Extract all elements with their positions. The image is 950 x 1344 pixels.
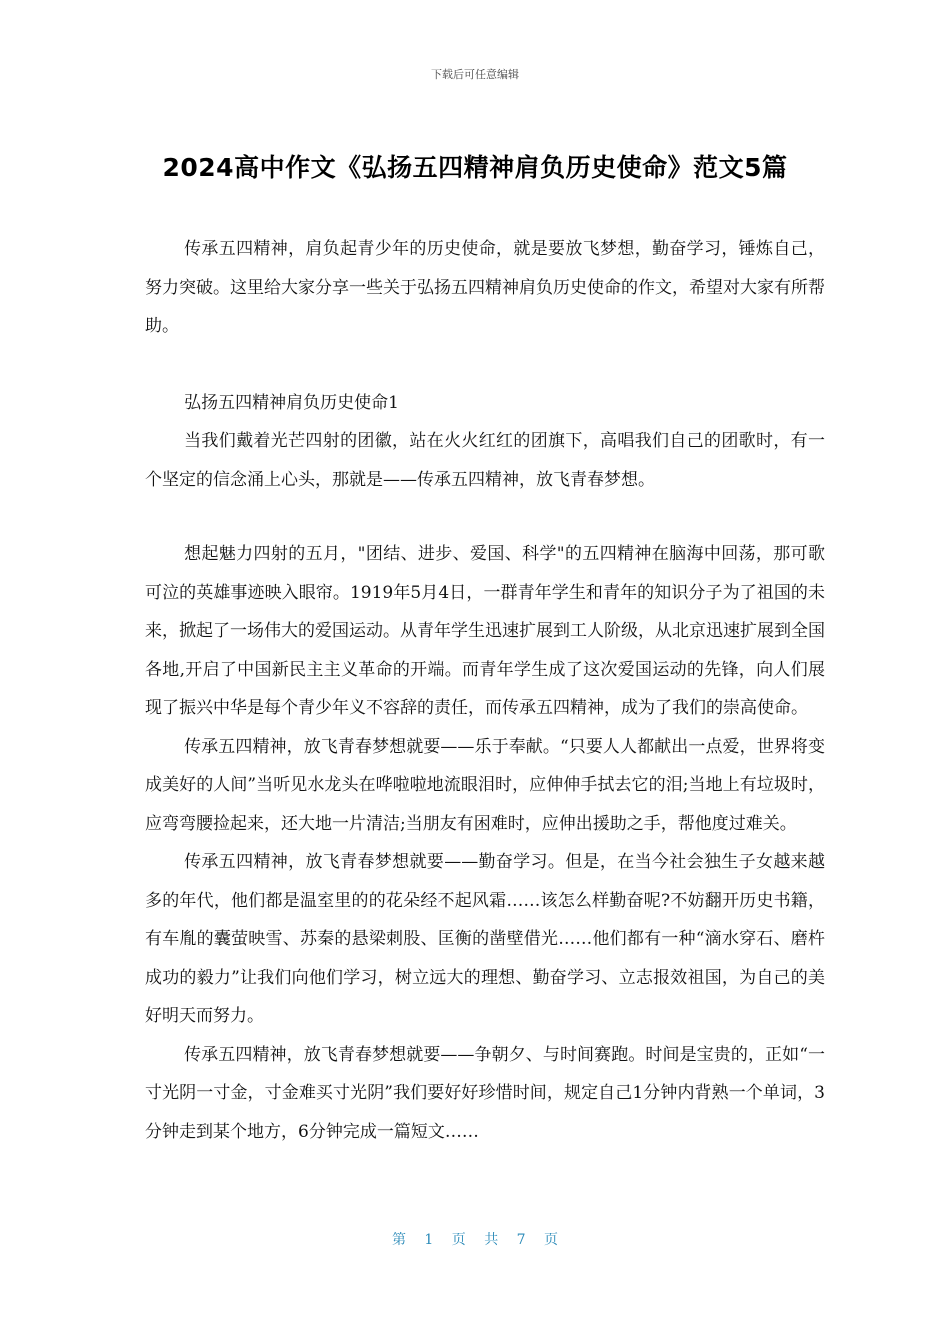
- intro-paragraph: 传承五四精神，肩负起青少年的历史使命，就是要放飞梦想，勤奋学习，锤炼自己，努力突破。这里给大家分享一些关于弘扬五四精神肩负历史使命的作文，希望对大家有所帮助。: [145, 239, 825, 336]
- document-body: [145, 230, 825, 1151]
- section-heading: 弘扬五四精神肩负历史使命1: [184, 392, 399, 413]
- page-indicator: 第 1 页 共 7 页: [391, 1232, 559, 1248]
- body-paragraph-2: 想起魅力四射的五月，"团结、进步、爱国、科学"的五四精神在脑海中回荡，那可歌可泣的英雄事迹映入眼帘。1919年5月4日，一群青年学生和青年的知识分子为了祖国的未来，掀起了一场伟大的爱国运动。从青年学生迅速扩展到工人阶级，从北京迅速扩展到全国各地,开启了中国新民主主义革命的开端。而青年学生成了这次爱国运动的先锋，向人们展现了振兴中华是每个青少年义不容辞的责任，而传承五四精神，成为了我们的崇高使命。: [145, 544, 825, 718]
- header-note: 下载后可任意编辑: [431, 68, 519, 81]
- paragraph-spacer: [145, 499, 825, 535]
- body-paragraph-3: 传承五四精神，放飞青春梦想就要——乐于奉献。“只要人人都献出一点爱，世界将变成美好的人间”当听见水龙头在哗啦啦地流眼泪时，应伸伸手拭去它的泪;当地上有垃圾时，应弯弯腰捡起来，还大地一片清洁;当朋友有困难时，应伸出援助之手，帮他度过难关。: [145, 736, 825, 834]
- document-title: 2024高中作文《弘扬五四精神肩负历史使命》范文5篇: [162, 153, 788, 182]
- paragraph-spacer: [145, 346, 825, 384]
- body-paragraph-5: 传承五四精神，放飞青春梦想就要——争朝夕、与时间赛跑。时间是宝贵的，正如“一寸光阴一寸金，寸金难买寸光阴”我们要好好珍惜时间，规定自己1分钟内背熟一个单词，3分钟走到某个地方，6分钟完成一篇短文……: [145, 1044, 825, 1142]
- body-paragraph-1: 当我们戴着光芒四射的团徽，站在火火红红的团旗下，高唱我们自己的团歌时，有一个坚定的信念涌上心头，那就是——传承五四精神，放飞青春梦想。: [145, 431, 825, 490]
- body-paragraph-4: 传承五四精神，放飞青春梦想就要——勤奋学习。但是，在当今社会独生子女越来越多的年代，他们都是温室里的的花朵经不起风霜……该怎么样勤奋呢?不妨翻开历史书籍，有车胤的囊萤映雪、苏秦的悬梁刺股、匡衡的凿壁借光……他们都有一种“滴水穿石、磨杵成功的毅力”让我们向他们学习，树立远大的理想、勤奋学习、立志报效祖国，为自己的美好明天而努力。: [145, 852, 825, 1026]
